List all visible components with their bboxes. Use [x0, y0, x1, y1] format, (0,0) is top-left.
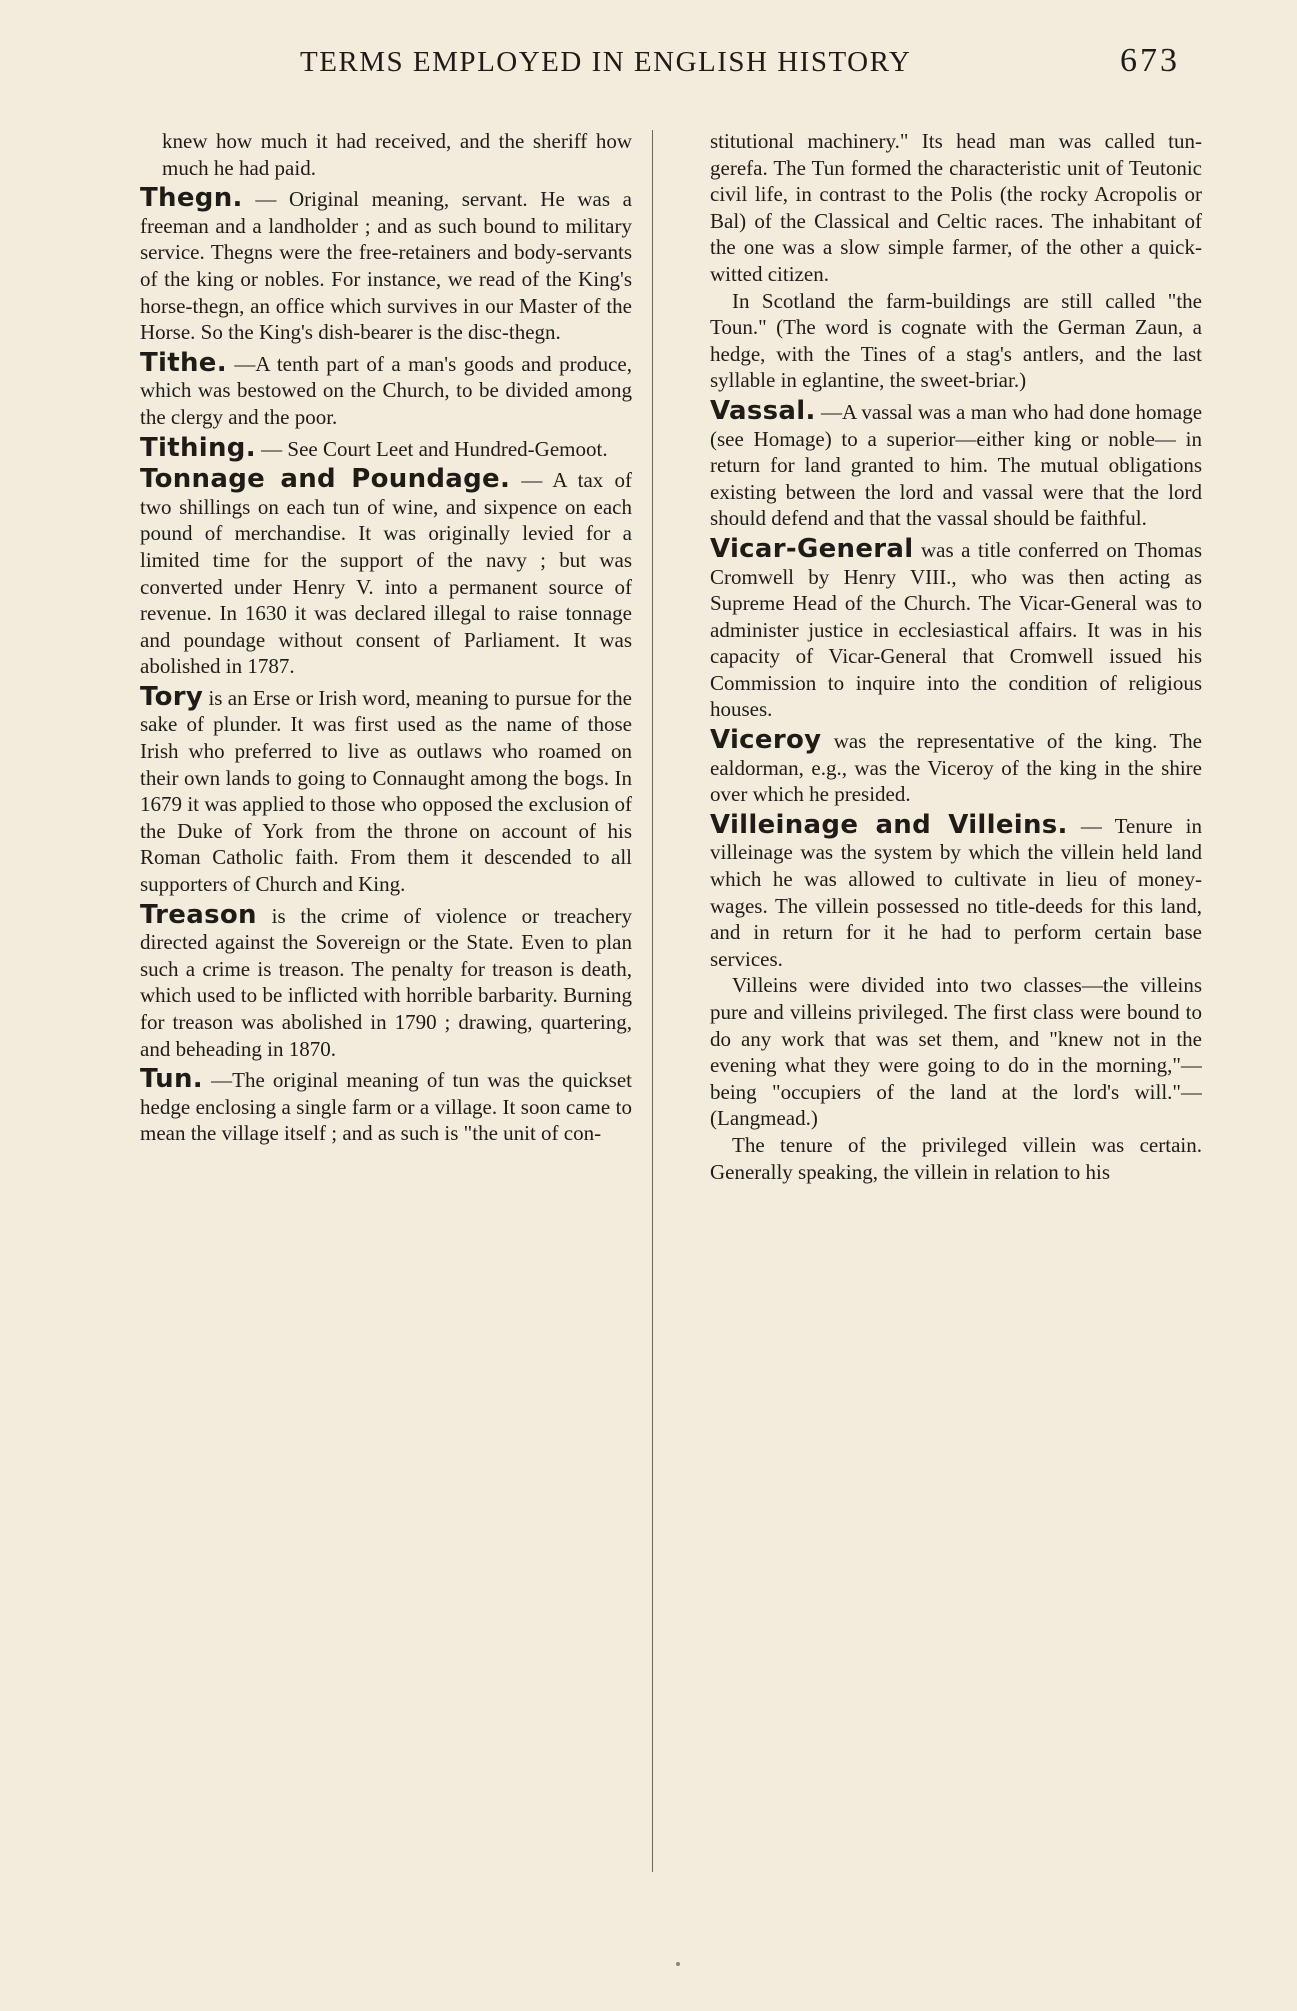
running-head — [140, 40, 1180, 86]
entry-paragraph — [140, 466, 632, 680]
glossary-entry — [140, 681, 632, 898]
entry-body: — Original meaning, servant. He was a freeman and a landholder ; and as such bound to military service. Thegns were the free-retainers and body-servants of the king or nobles. For instance, we read of the King's horse-thegn, an office which survives in our Master of the Horse. So the King's dish-bearer is the disc-thegn. — [140, 187, 632, 345]
paper-speck — [676, 1962, 680, 1966]
entry-body: was a title conferred on Thomas Cromwell by Henry VIII., who was then acting as Supreme Head of the Church. The Vicar-General was to administer justice in ecclesiastical affairs. It was in his capacity of Vicar-General that Cromwell issued his Commission to inquire into the condition of religious houses. — [710, 537, 1202, 722]
entry-headword: Treason — [140, 899, 257, 930]
glossary-entry — [710, 395, 1202, 532]
entry-headword: Vassal. — [710, 395, 816, 426]
entry-body: — See Court Leet and Hundred-Gemoot. — [261, 436, 608, 461]
entry-body: was the representative of the king. The ealdorman, e.g., was the Viceroy of the king in the shire over which he presided. — [710, 729, 1202, 807]
entry-paragraph — [140, 347, 632, 431]
entry-headword: Villeinage and Villeins. — [710, 809, 1068, 840]
continuation-paragraph: knew how much it had received, and the sheriff how much he had paid. — [162, 129, 632, 180]
entry-body: — Tenure in villeinage was the system by which the villein held land which he was allowed to cultivate in lieu of money-wages. The villein possessed no title-deeds for this land, and in return for it he had to perform certain base services. — [710, 813, 1202, 971]
entry-body: is an Erse or Irish word, meaning to pursue for the sake of plunder. It was first used as the name of those Irish who preferred to live as outlaws who roamed on their own lands to going to Connaught among the bogs. In 1679 it was applied to those who opposed the exclusion of the Duke of York from the throne on account of his Roman Catholic faith. From them it descended to all supporters of Church and King. — [140, 685, 632, 897]
entry-paragraph: Villeins were divided into two classes—the villeins pure and villeins privileged. The first class were bound to do any work that was set them, and "knew not in the evening what they were going to do in the morning,"—being "occupiers of the land at the lord's will."—(Langmead.) — [710, 973, 1202, 1131]
entry-body: — A tax of two shillings on each tun of wine, and sixpence on each pound of merchandise. It was originally levied for a limited time for the support of the navy ; but was converted under Henry V. into a permanent source of revenue. In 1630 it was declared illegal to raise tonnage and poundage without consent of Parliament. It was abolished in 1787. — [140, 468, 632, 679]
entry-paragraph — [710, 727, 1202, 808]
entry-paragraph — [140, 681, 632, 898]
entry-headword: Vicar-General — [710, 533, 914, 564]
entry-body: —A vassal was a man who had done homage (see Homage) to a superior—either king or noble— in return for land granted to him. The mutual obligations existing between the lord and vassal were that the lord should defend and that the vassal should be faithful. — [710, 399, 1202, 531]
entry-headword: Viceroy — [710, 725, 822, 756]
entry-headword: Tory — [140, 681, 204, 712]
left-column — [140, 128, 632, 1878]
glossary-entry — [140, 432, 632, 463]
entry-paragraph — [140, 899, 632, 1063]
continuation-paragraph: In Scotland the farm-buildings are still called "the Toun." (The word is cognate with the German Zaun, a hedge, with the Tines of a stag's antlers, and the last syllable in eglantine, the sweet-briar.) — [710, 288, 1202, 393]
entry-headword: Tithe. — [140, 347, 227, 378]
glossary-entry — [140, 185, 632, 346]
entry-body: —The original meaning of tun was the quickset hedge enclosing a single farm or a village. It soon came to mean the village itself ; and as such is "the unit of con- — [140, 1068, 632, 1146]
glossary-entry — [140, 899, 632, 1063]
entry-headword: Tithing. — [140, 432, 256, 463]
glossary-entry — [710, 533, 1202, 723]
entry-paragraph — [140, 185, 632, 346]
continuation-paragraph: stitutional machinery." Its head man was called tun-gerefa. The Tun formed the characteristic unit of Teutonic civil life, in contrast to the Polis (the rocky Acropolis or Bal) of the Classical and Celtic races. The inhabitant of the one was a slow simple farmer, of the other a quick-witted citizen. — [710, 129, 1202, 286]
entry-paragraph — [710, 809, 1202, 973]
glossary-entry — [140, 1066, 632, 1147]
glossary-entry — [140, 466, 632, 680]
running-title: TERMS EMPLOYED IN ENGLISH HISTORY — [300, 46, 912, 78]
page-number: 673 — [1120, 42, 1180, 79]
entry-body: is the crime of violence or treachery directed against the Sovereign or the State. Even to plan such a crime is treason. The penalty for treason is death, which used to be inflicted with horrible barbarity. Burning for treason was abolished in 1790 ; drawing, quartering, and beheading in 1870. — [140, 903, 632, 1061]
entry-headword: Thegn. — [140, 183, 243, 214]
glossary-entry — [140, 347, 632, 431]
entry-paragraph — [140, 1066, 632, 1147]
entry-headword: Tonnage and Poundage. — [140, 464, 511, 495]
entry-paragraph — [710, 533, 1202, 723]
entry-body: —A tenth part of a man's goods and produce, which was bestowed on the Church, to be divided among the clergy and the poor. — [140, 351, 632, 429]
entry-paragraph: The tenure of the privileged villein was certain. Generally speaking, the villein in relation to his — [710, 1132, 1202, 1184]
glossary-entry — [710, 727, 1202, 808]
column-divider — [652, 130, 653, 1872]
continuation-text — [140, 128, 632, 181]
entry-paragraph — [140, 432, 632, 463]
glossary-entry — [710, 809, 1202, 1185]
continuation-text — [710, 128, 1202, 394]
entry-paragraph — [710, 395, 1202, 532]
entry-headword: Tun. — [140, 1064, 203, 1095]
right-column — [710, 128, 1202, 1878]
